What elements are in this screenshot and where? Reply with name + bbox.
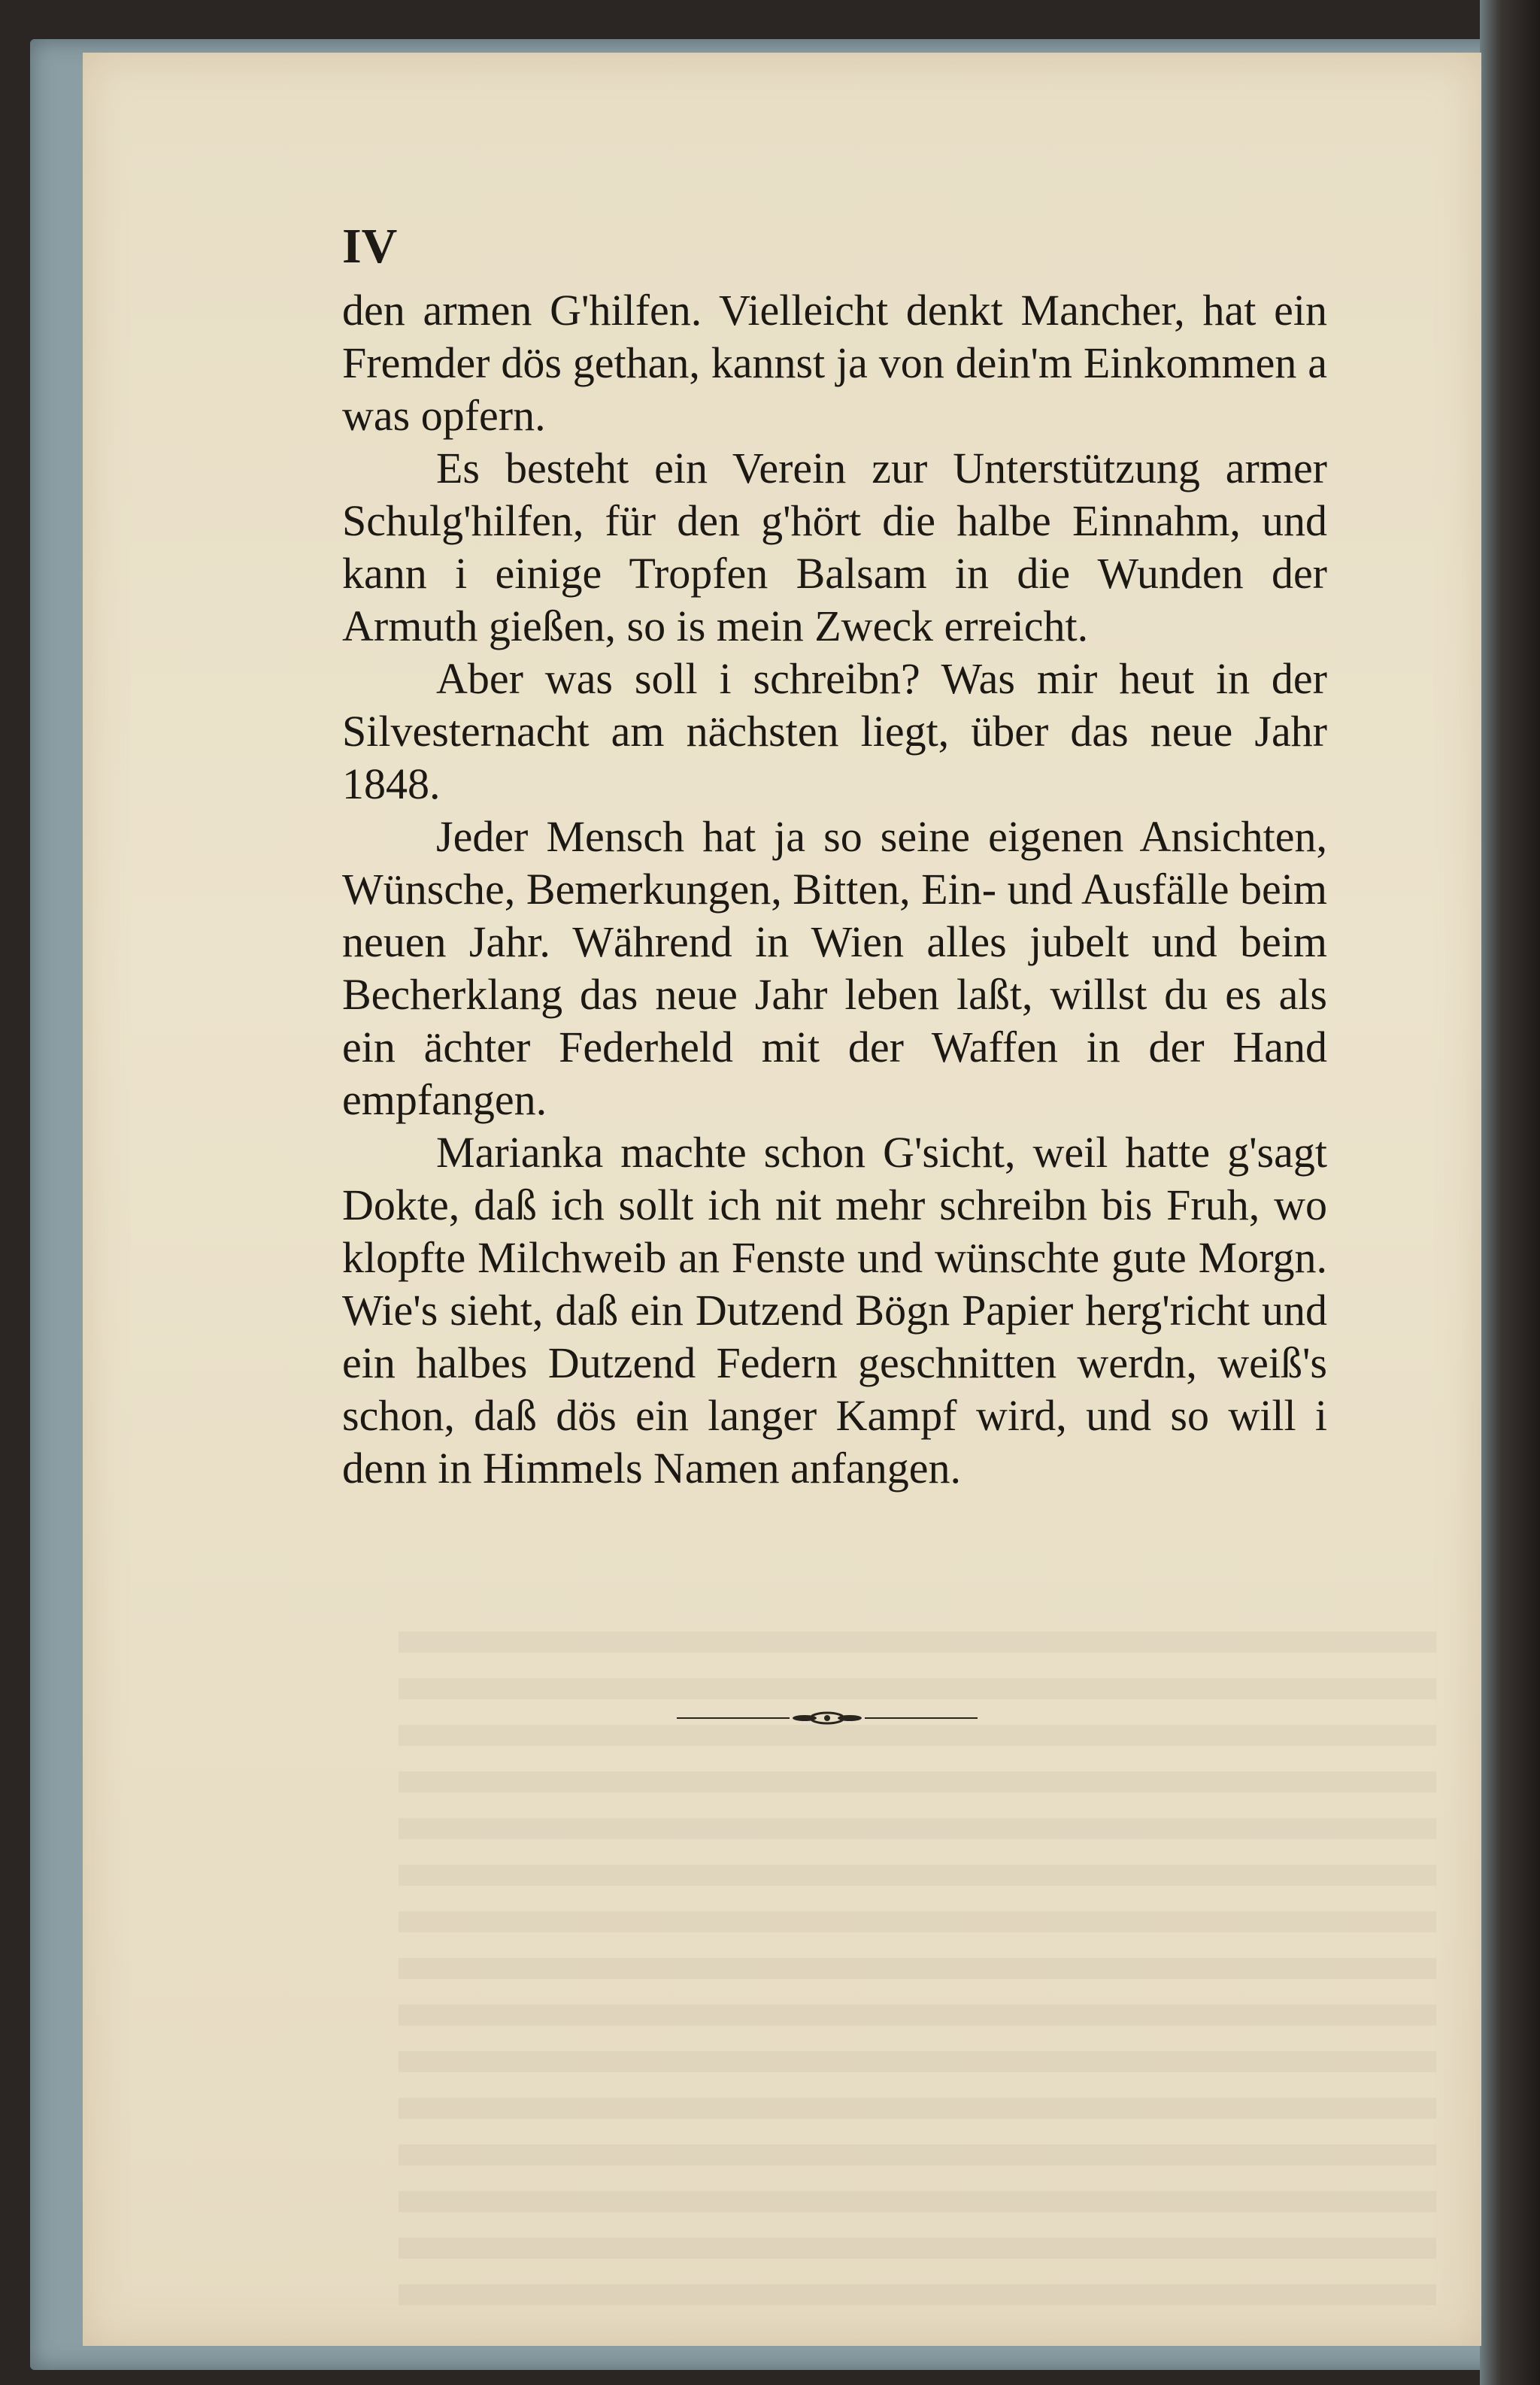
page-number: IV (342, 219, 398, 274)
book-gutter (1480, 0, 1540, 2385)
paragraph-5: Marianka machte schon G'sicht, weil hatte g'sagt Dokte, daß ich sollt ich nit mehr schreibn bis Fruh, wo klopfte Milchweib an Fenste und wünschte gute Morgn. Wie's sieht, daß ein Dutzend Bögn Papier herg'richt und ein halbes Dutzend Federn geschnitten werdn, weiß's schon, daß dös ein langer Kampf wird, und so will i denn in Himmels Namen anfangen. (342, 1128, 1327, 1493)
paragraph-1: den armen G'hilfen. Vielleicht denkt Mancher, hat ein Fremder dös gethan, kannst ja von dein'm Einkommen a was opfern. (342, 286, 1327, 440)
paragraph-4: Jeder Mensch hat ja so seine eigenen Ansichten, Wünsche, Bemerkungen, Bitten, Ein- und Ausfälle beim neuen Jahr. Während in Wien alles jubelt und beim Becherklang das neue Jahr leben laßt, willst du es als ein ächter Federheld mit der Waffen in der Hand empfangen. (342, 812, 1327, 1124)
bleed-through-texture (399, 1632, 1436, 2308)
paragraph-3: Aber was soll i schreibn? Was mir heut in der Silvesternacht am nächsten liegt, über das neue Jahr 1848. (342, 654, 1327, 808)
decorative-rule-ornament-icon (677, 1707, 978, 1729)
body-text (342, 284, 1327, 1495)
paragraph-2: Es besteht ein Verein zur Unterstützung armer Schulg'hilfen, für den g'hört die halbe Einnahm, und kann i einige Tropfen Balsam in die Wunden der Armuth gießen, so is mein Zweck erreicht. (342, 444, 1327, 650)
